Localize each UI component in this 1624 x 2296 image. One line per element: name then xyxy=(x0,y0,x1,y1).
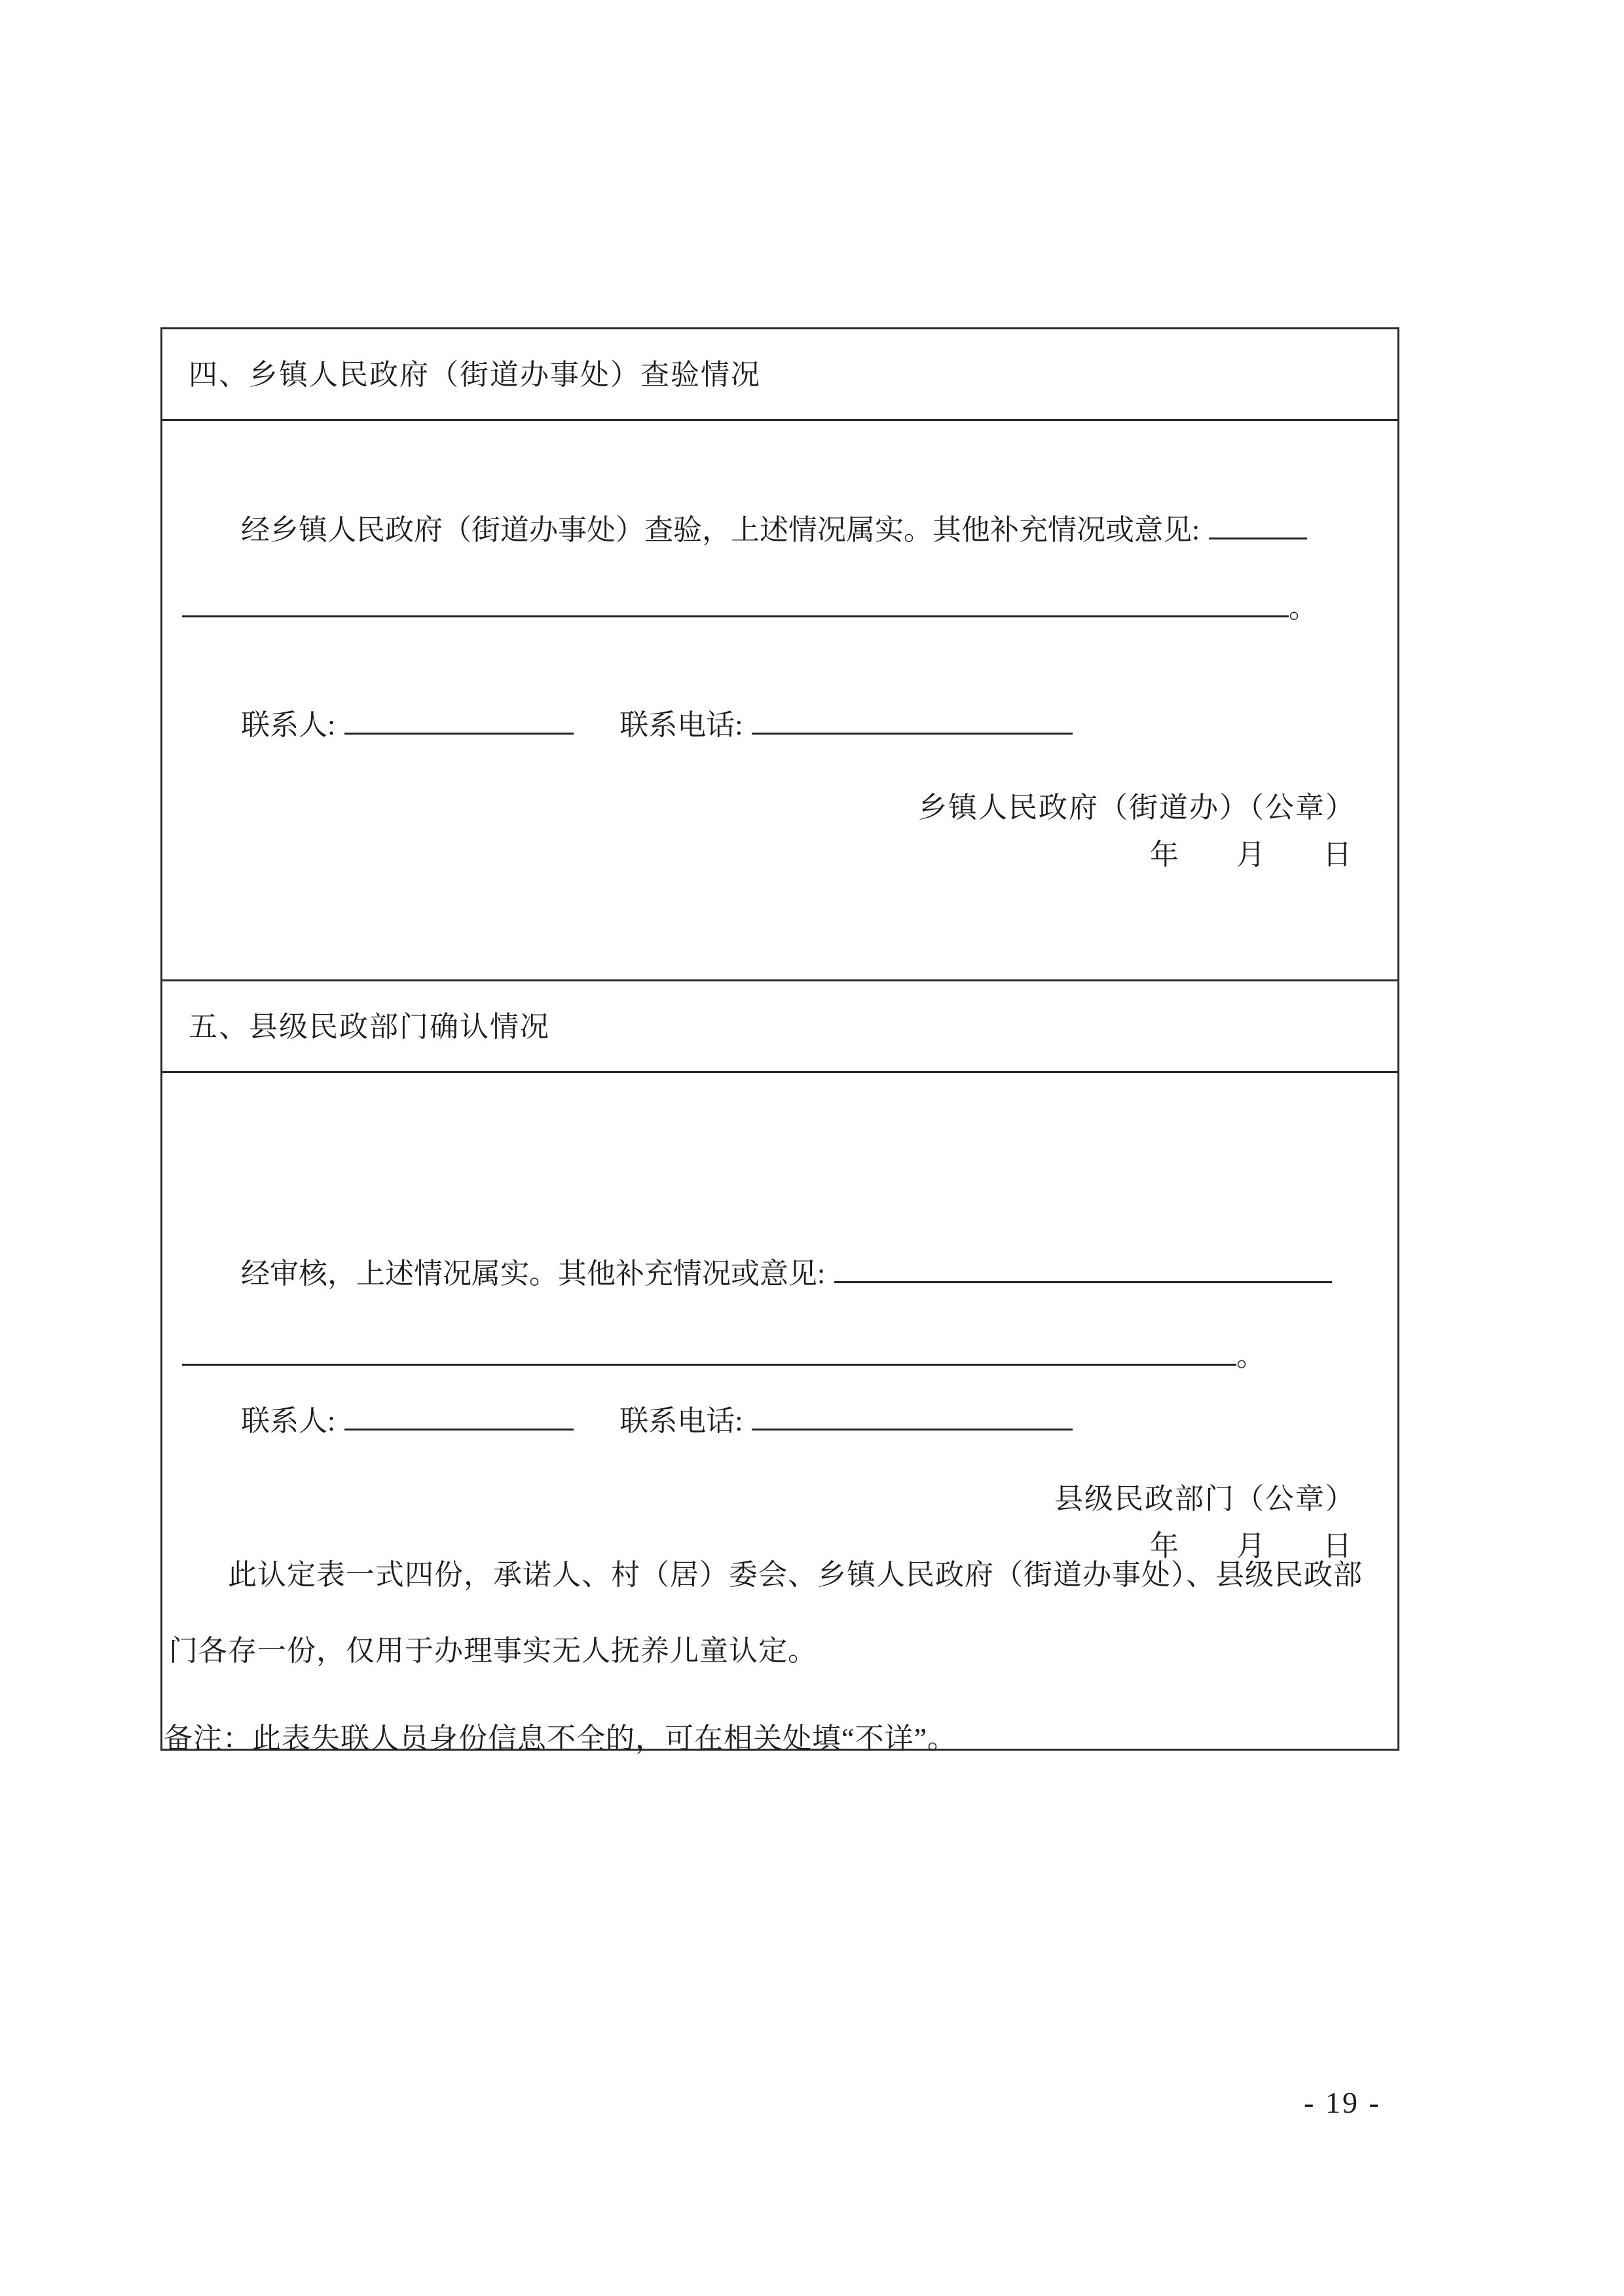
section4-phone-label: 联系电话: xyxy=(619,709,743,741)
page-number: - 19 - xyxy=(1304,2086,1381,2119)
section4-contact-label: 联系人: xyxy=(241,709,336,741)
section4-contact-blank xyxy=(344,709,574,735)
section5-statement-period: 。 xyxy=(1236,1340,1265,1372)
section5-seal-label: 县级民政部门（公章） xyxy=(1054,1483,1356,1515)
section4-statement-text: 经乡镇人民政府（街道办事处）查验，上述情况属实。其他补充情况或意见: xyxy=(241,514,1200,546)
section5-statement-line2 xyxy=(182,1332,1378,1374)
section5-contact-label: 联系人: xyxy=(241,1405,336,1437)
section5-header-row xyxy=(162,981,1397,1073)
closing-paragraph: 此认定表一式四份，承诺人、村（居）委会、乡镇人民政府（街道办事处）、县级民政部门各存一份，仅用于办理事实无人抚养儿童认定。 xyxy=(169,1559,1363,1667)
section5-statement-line1 xyxy=(182,1250,1378,1292)
section4-seal-label: 乡镇人民政府（街道办）（公章） xyxy=(918,792,1356,824)
section4-contact-line xyxy=(182,701,1378,743)
section5-phone-label: 联系电话: xyxy=(619,1405,743,1437)
section4-date-label: 年 月 日 xyxy=(1150,839,1352,871)
section5-statement-text: 经审核，上述情况属实。其他补充情况或意见: xyxy=(241,1258,826,1290)
section4-phone-blank xyxy=(752,709,1073,735)
note-paragraph: 备注：此表失联人员身份信息不全的，可在相关处填“不详”。 xyxy=(164,1722,957,1755)
section4-statement-line2 xyxy=(182,584,1378,626)
section4-body-row xyxy=(162,506,1397,981)
section4-header-row xyxy=(162,329,1397,421)
section4-title: 四、乡镇人民政府（街道办事处）查验情况 xyxy=(189,359,761,391)
section5-contact-line xyxy=(182,1397,1378,1439)
section5-date-label: 年 月 日 xyxy=(1150,1530,1352,1562)
section5-phone-blank xyxy=(752,1405,1073,1430)
section4-remarks-blank-start xyxy=(1209,514,1307,539)
section5-contact-blank xyxy=(344,1405,574,1430)
section4-statement-period: 。 xyxy=(1289,592,1318,624)
section5-remarks-blank-continuation xyxy=(182,1340,1236,1366)
section5-title: 五、县级民政部门确认情况 xyxy=(189,1011,550,1043)
section5-remarks-blank-start xyxy=(834,1258,1332,1283)
section4-remarks-blank-continuation xyxy=(182,592,1289,617)
section4-statement-line1 xyxy=(182,506,1378,548)
